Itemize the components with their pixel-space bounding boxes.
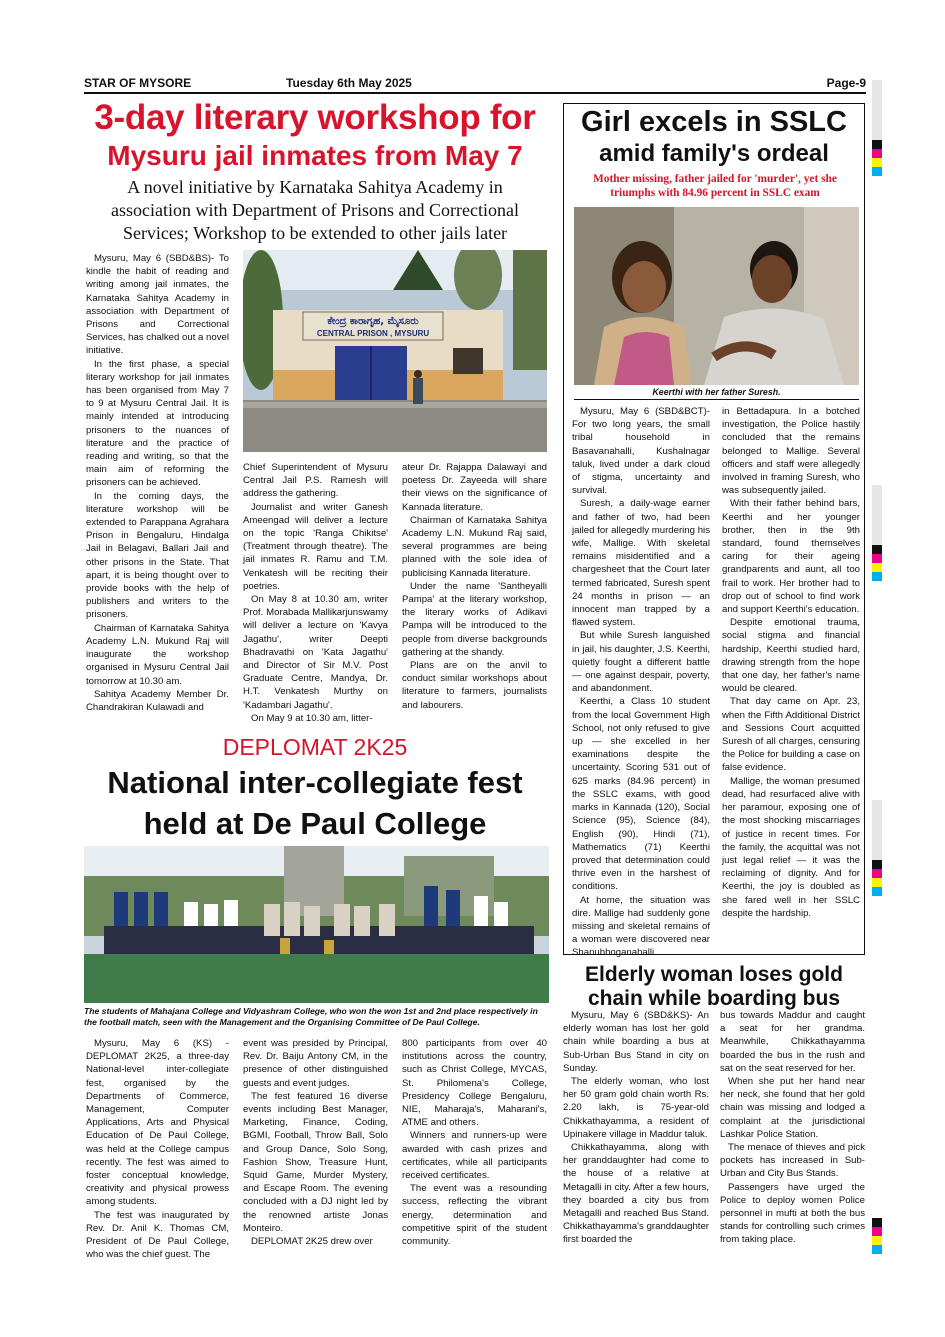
- jail-deck: A novel initiative by Karnataka Sahitya Academy in association with Department of Prisons and Correctional Services; Workshop to be extended to other jails later: [111, 177, 519, 243]
- caption-rule: [574, 399, 859, 400]
- fest-column-3: [402, 1037, 547, 1248]
- paragraph: On May 8 at 10.30 am, writer Prof. Morabada Mallikarjunswamy will deliver a lecture on 'Kavya Jagathu', writer Deepti Bhadravathi on 'Kata Jagathu' and Director of Sir M.V. Post Graduate Centre, Mandya, Dr. H.T. Venkatesh Murthy on 'Kadambari Jagathu'.: [243, 594, 388, 711]
- paragraph: in Bettadapura. In a botched investigation, the Police hastily concluded that the remains belonged to Mallige. Several officers and staff were allegedly involved in framing Suresh, who was subsequently jailed.: [722, 406, 860, 497]
- color-registration-marks: [872, 140, 882, 176]
- paragraph: Passengers have urged the Police to deploy women Police personnel in mufti at both the bus stands for controlling such crimes from taking place.: [720, 1181, 865, 1246]
- fest-column-1: [86, 1037, 229, 1261]
- paragraph: Winners and runners-up were awarded with cash prizes and certificates, while all participants received certificates.: [402, 1130, 547, 1182]
- jail-column-2: [243, 461, 388, 725]
- paragraph: Mysuru, May 6 (SBD&BS)- To kindle the habit of reading and writing among jail inmates, the Karnataka Sahitya Academy in association with Department of Prisons and Correctional Services, has chalked out a novel initiative.: [86, 253, 229, 357]
- elderly-headline: [563, 963, 865, 1011]
- paragraph: That day came on Apr. 23, when the Fifth Additional District and Sessions Court acquitted Suresh of all charges, censuring the Police for building a case on false evidence.: [722, 696, 860, 774]
- football-team-photo: [84, 846, 549, 1003]
- sslc-photo-caption: Keerthi with her father Suresh.: [652, 387, 781, 397]
- paragraph: The menace of thieves and pick pockets has increased in Sub-Urban and City Bus Stands.: [720, 1142, 865, 1180]
- paragraph: 800 participants from over 40 institutions across the country, such as Christ College, MYCAS, St. Philomena's College, Presidency College Bengaluru, NIE, Maharaja's, Maharani's, ATME and others.: [402, 1038, 547, 1129]
- elderly-column-1: [563, 1009, 709, 1247]
- prison-sign-english: CENTRAL PRISON , MYSURU: [316, 329, 430, 338]
- sslc-deck: Mother missing, father jailed for 'murder', yet she triumphs with 84.96 percent in SSLC exam: [593, 173, 837, 199]
- paragraph: Sahitya Academy Member Dr. Chandrakiran Kulawadi and: [86, 688, 229, 713]
- paragraph: Keerthi, a Class 10 student from the local Government High School, not only refused to give up — she excelled in her examinations despite the uncertainty. Scoring 531 out of 625 marks (84.96 percent) in the SSLC exams, with good marks in Kannada (120), Social Science (95), Science (84), English (90), Hindi (71), Mathematics (71) Keerthi proved that determination could thrive even in the harshest of conditions.: [572, 696, 710, 893]
- paragraph: But while Suresh languished in jail, his daughter, J.S. Keerthi, quietly fought a different battle — one against despair, poverty, and abandonment.: [572, 630, 710, 695]
- paragraph: When she put her hand near her neck, she found that her gold chain was missing and lodged a complaint at the jurisdictional Lashkar Police Station.: [720, 1076, 865, 1140]
- jail-column-1: [86, 252, 229, 714]
- paragraph: Mallige, the woman presumed dead, had resurfaced alive with her paramour, exposing one of the most shocking miscarriages of justice in recent times. For the family, the acquittal was not just legal relief — it was the reclaiming of dignity. And for Keerthi, the joy is doubled as she fared well in her SSLC despite the hardship.: [722, 775, 860, 919]
- elderly-headline-line2: chain while boarding bus: [587, 987, 841, 1010]
- prison-sign-kannada: ಕೇಂದ್ರ ಕಾರಾಗೃಹ, ಮೈಸೂರು: [327, 316, 419, 327]
- football-team-illustration: [84, 846, 549, 1003]
- paragraph: Chairman of Karnataka Sahitya Academy L.N. Mukund Raj will inaugurate the workshop organised in Mysuru Central Jail tomorrow at 10.30 am.: [86, 622, 229, 687]
- masthead-rule: [84, 92, 866, 94]
- print-margin-strip: [872, 485, 882, 545]
- paragraph: DEPLOMAT 2K25 drew over: [251, 1236, 373, 1248]
- newspaper-name: STAR OF MYSORE: [84, 76, 192, 90]
- paragraph: On May 9 at 10.30 am, litter-: [251, 712, 373, 724]
- color-registration-marks: [872, 860, 882, 896]
- keerthi-father-illustration: [574, 207, 859, 385]
- keerthi-father-photo: [574, 207, 859, 385]
- central-prison-illustration: [243, 250, 547, 452]
- elderly-column-2: [720, 1009, 865, 1247]
- sslc-headline-line1: Girl excels in SSLC: [581, 106, 847, 138]
- color-registration-marks: [872, 1218, 882, 1254]
- paragraph: Suresh, a daily-wage earner and father of two, had been jailed for allegedly murdering his wife, Mallige. With skeletal remains misidentified and a chargesheet that the Court later termed fabricated, Suresh spent 24 months in prison — an innocent man trapped by a flawed system.: [572, 498, 710, 629]
- paragraph: Journalist and writer Ganesh Ameengad will deliver a lecture on the topic 'Ranga Chikitse' (Treatment through theatre). The jail inmates R. Ramu and T.M. Venkatesh will be reciting their poetries.: [243, 501, 388, 592]
- paragraph: The fest featured 16 diverse events including Best Manager, Marketing, Finance, Coding, BGMI, Football, Throw Ball, Solo and Group Dance, Solo Song, Fashion Show, Treasure Hunt, Squid Game, Murder Mystery, and Escape Room. The evening concluded with a DJ night led by the renowned artiste Jonas Monteiro.: [243, 1090, 388, 1234]
- fest-headline-line1: National inter-collegiate fest: [107, 765, 523, 800]
- jail-column-3: [402, 461, 547, 712]
- paragraph: At home, the situation was dire. Mallige had suddenly gone missing and skeletal remains of a woman were discovered near Shanubhoganahalli: [572, 894, 710, 959]
- paragraph: Chairman of Karnataka Sahitya Academy L.N. Mukund Raj said, several programmes are being planned with the sole idea of publicising Kannada literature.: [402, 514, 547, 579]
- issue-date: Tuesday 6th May 2025: [286, 76, 412, 90]
- page-number: Page-9: [826, 76, 866, 90]
- paragraph: In the coming days, the literature workshop will be extended to Parappana Agrahara Prison in Bengaluru, Hindalga Jail in Belagavi, Ballari Jail and other prisons in the State. That apart, it is being thought over to provide books with the help of publishers and writers to the prisoners.: [86, 490, 229, 621]
- paragraph: In the first phase, a special literary workshop for jail inmates has been organised from May 7 to 9 at Mysuru Central Jail. It is mainly intended at introducing prisoners to the nuances of literature and the practice of reading and writing, so that the main aim of reforming the prisoners can be achieved.: [86, 358, 229, 489]
- paragraph: With their father behind bars, Keerthi and her younger brother, then in the 9th standard, found themselves caring for their ageing grandparents and aunt, all too frail to work. Her brother had to drop out of school to find work and support Keerthi's education.: [722, 498, 860, 616]
- paragraph: ateur Dr. Rajappa Dalawayi and poetess Dr. Zayeeda will share their views on the significance of Kannada literature.: [402, 462, 547, 513]
- paragraph: Mysuru, May 6 (SBD&KS)- An elderly woman has lost her gold chain while boarding a bus at Sub-Urban Bus Stand in city on Sunday.: [563, 1010, 709, 1074]
- paragraph: bus towards Maddur and caught a seat for her grandma. Meanwhile, Chikkathayamma boarded the bus in the rush and sat on the seat reserved for her.: [720, 1010, 865, 1074]
- paragraph: Under the name 'Santheyalli Pampa' at the literary workshop, the literary works of Adikavi Pampa will be introduced to the people from diverse backgrounds gathering at the shandy.: [402, 580, 547, 658]
- color-registration-marks: [872, 545, 882, 581]
- paragraph: Chief Superintendent of Mysuru Central Jail P.S. Ramesh will address the gathering.: [243, 462, 388, 500]
- fest-photo-caption: The students of Mahajana College and Vidyashram College, who won the won 1st and 2nd place respectively in the football match, seen with the Management and the Organising Committee of De Paul College.: [84, 1006, 538, 1027]
- paragraph: Mysuru, May 6 (KS) - DEPLOMAT 2K25, a three-day National-level inter-collegiate fest, organised by the Departments of Commerce, Management, Computer Applications, Arts and Physical Education of De Paul College, was held at the College campus recently. The fest was aimed to foster conceptual knowledge, creativity and physical prowess among students.: [86, 1038, 229, 1208]
- jail-headline-line2: Mysuru jail inmates from May 7: [107, 140, 523, 171]
- central-prison-photo: [243, 250, 547, 452]
- fest-headline: [84, 762, 546, 844]
- paragraph: The fest was inaugurated by Rev. Dr. Anil K. Thomas CM, President of De Paul College, who was the chief guest. The: [86, 1209, 229, 1261]
- paragraph: Plans are on the anvil to conduct similar workshops about literature to farmers, journalists and labourers.: [402, 660, 547, 711]
- sslc-headline-line2: amid family's ordeal: [599, 140, 829, 167]
- print-margin-strip: [872, 80, 882, 140]
- elderly-headline-line1: Elderly woman loses gold: [585, 963, 843, 986]
- paragraph: Despite emotional trauma, social stigma and financial hardship, Keerthi studied hard, drawing strength from the hope that one day, her father's name would be cleared.: [722, 617, 860, 695]
- sslc-column-2: [722, 405, 860, 920]
- paragraph: Mysuru, May 6 (SBD&BCT)- For two long years, the small tribal household in Basavanahalli, Kushalnagar taluk, lived under a dark cloud of stigma, uncertainty and survival.: [572, 406, 710, 497]
- paragraph: event was presided by Principal, Rev. Dr. Baiju Antony CM, in the presence of other distinguished guests and event judges.: [243, 1038, 388, 1089]
- masthead: [84, 76, 866, 92]
- fest-kicker: DEPLOMAT 2K25: [222, 734, 408, 760]
- paragraph: The event was a resounding success, reflecting the vibrant energy, determination and competitive spirit of the student community.: [402, 1183, 547, 1248]
- paragraph: Chikkathayamma, along with her granddaughter had come to the house of a relative at Metagalli in city. After a few hours, they boarded a city bus from Metagalli and reached Bus Stand. Chikkathayamma's granddaughter first boarded the: [563, 1142, 709, 1246]
- jail-headline-line1: 3-day literary workshop for: [94, 98, 536, 137]
- fest-headline-line2: held at De Paul College: [143, 806, 487, 841]
- sslc-column-1: [572, 405, 710, 960]
- paragraph: The elderly woman, who lost her 50 gram gold chain worth Rs. 2.20 lakh, is 75-year-old Chikkathayamma, a resident of Upinakere village in Maddur taluk.: [563, 1076, 709, 1140]
- print-margin-strip: [872, 800, 882, 860]
- fest-column-2: [243, 1037, 388, 1248]
